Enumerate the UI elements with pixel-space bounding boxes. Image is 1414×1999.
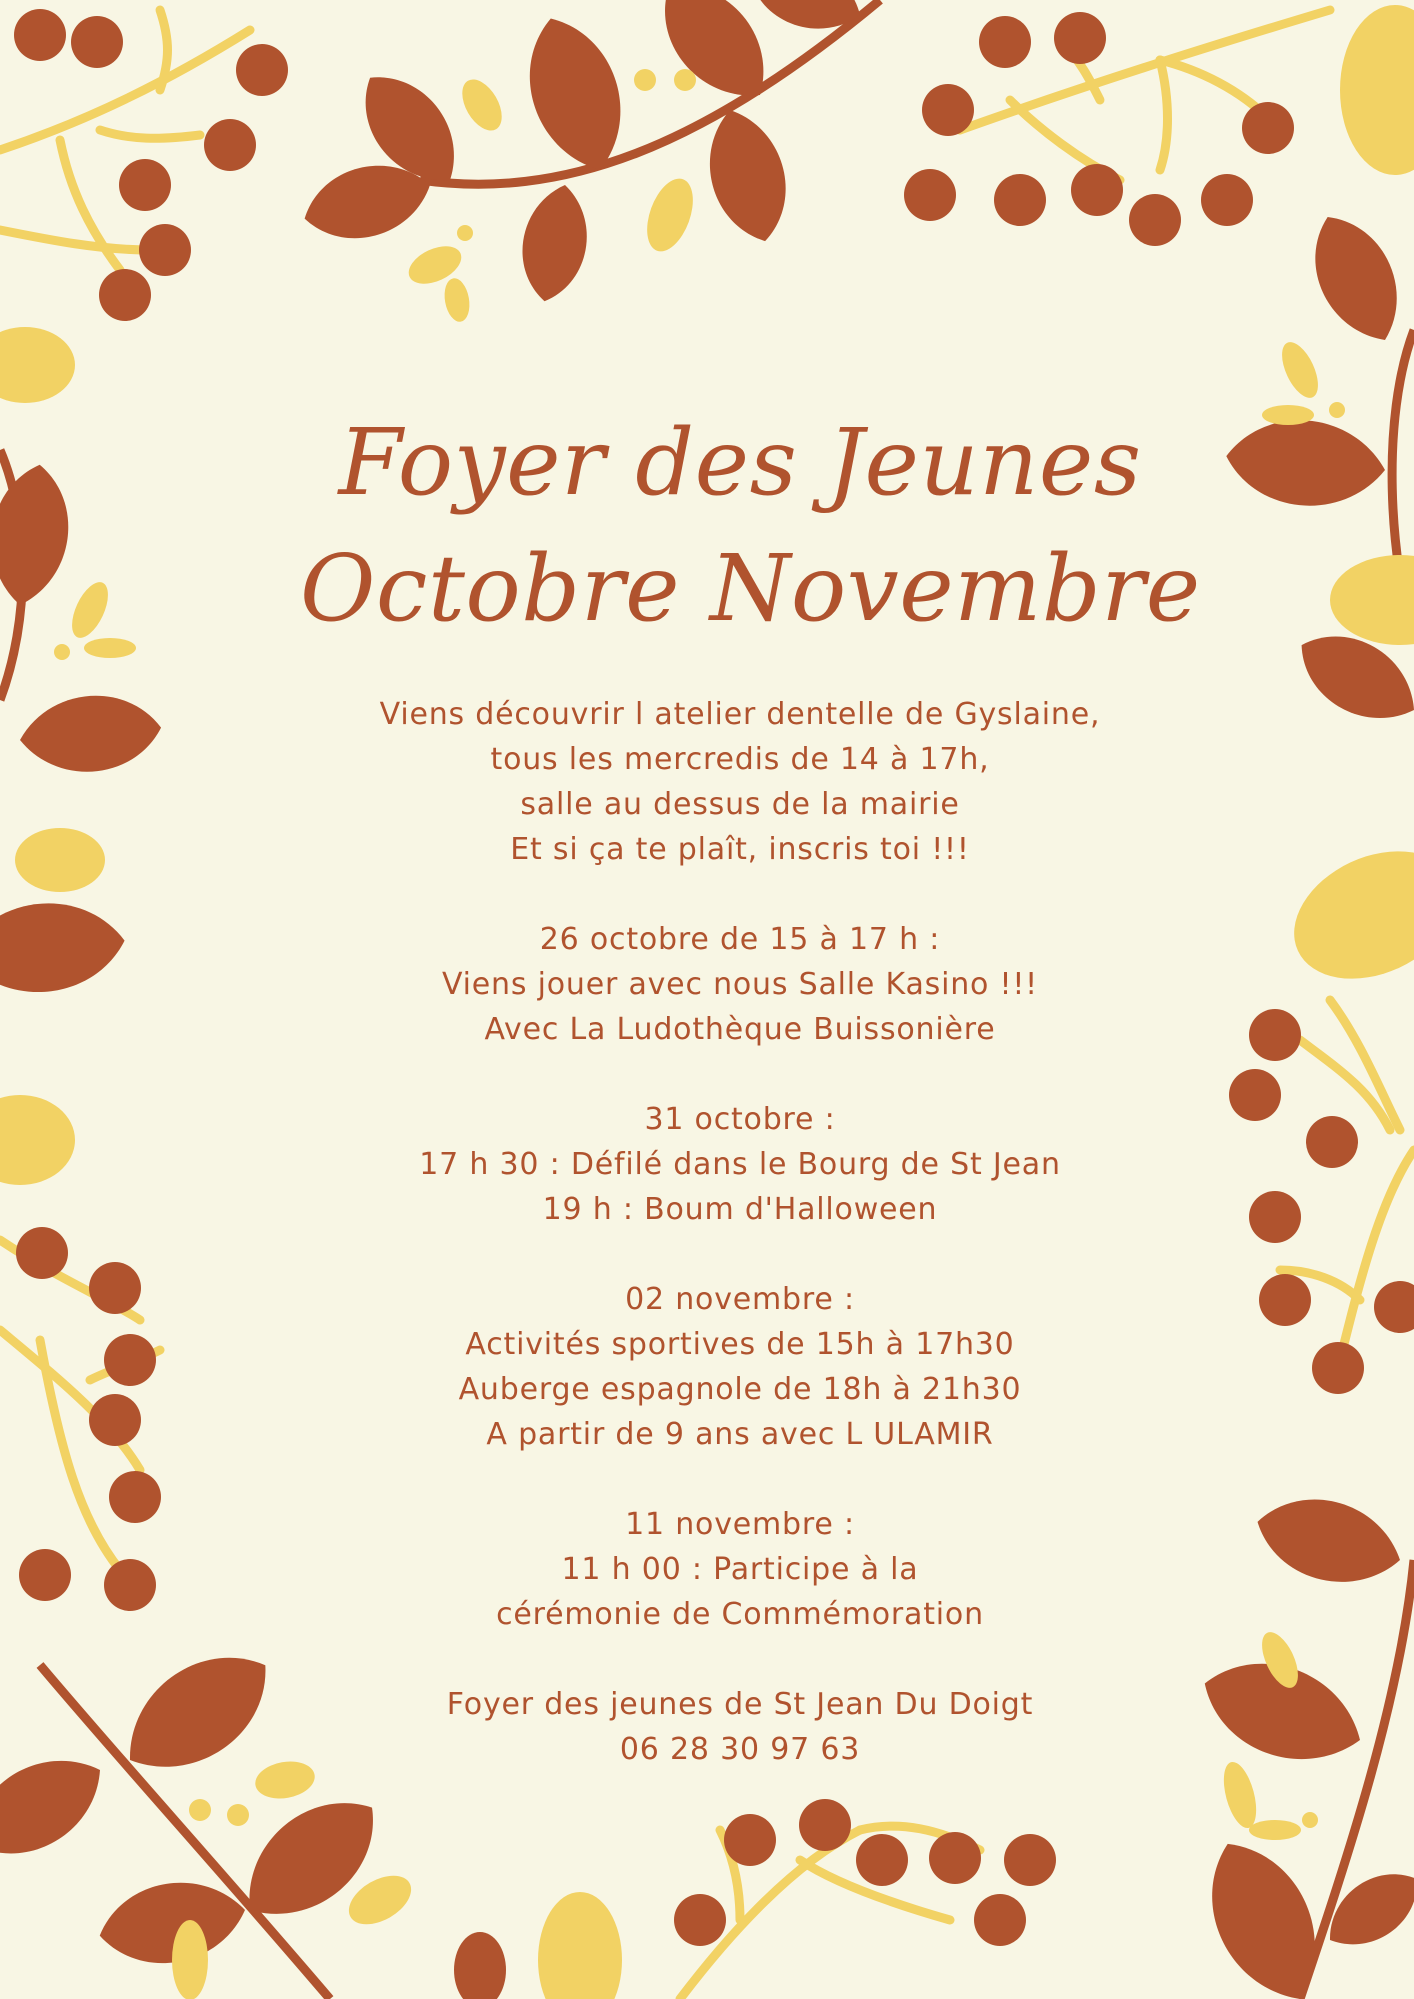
intro-line: salle au dessus de la mairie [520, 787, 960, 822]
event-block-oct-26 [300, 917, 1180, 1052]
event-date: 11 novembre : [625, 1507, 855, 1542]
poster-content [300, 400, 1201, 1772]
poster-title [300, 400, 1201, 652]
title-line-1: Foyer des Jeunes [338, 409, 1142, 516]
intro-line: tous les mercredis de 14 à 17h, [490, 742, 990, 777]
event-line: Auberge espagnole de 18h à 21h30 [458, 1372, 1022, 1407]
event-line: Viens jouer avec nous Salle Kasino !!! [441, 967, 1038, 1002]
berry-branch-right [1229, 1000, 1414, 1394]
title-line-2: Octobre Novembre [300, 535, 1201, 642]
intro-block [300, 692, 1180, 872]
contact-name: Foyer des jeunes de St Jean Du Doigt [446, 1687, 1034, 1722]
leaf-branch-bottom-right [1186, 1484, 1414, 1999]
event-line: 11 h 00 : Participe à la [561, 1552, 919, 1587]
leaf-branch-top [296, 0, 880, 307]
berry-branch-bottom [454, 1799, 1056, 1999]
yellow-drops-left [0, 577, 136, 1185]
event-line: A partir de 9 ans avec L ULAMIR [486, 1417, 994, 1452]
intro-line: Viens découvrir l atelier dentelle de Gyslaine, [379, 697, 1101, 732]
leaf-branch-right-upper [1223, 202, 1414, 740]
berry-branch-top-left [0, 9, 288, 403]
leaf-branch-left-upper [0, 450, 164, 999]
event-date: 26 octobre de 15 à 17 h : [539, 922, 941, 957]
intro-line: Et si ça te plaît, inscris toi !!! [510, 832, 970, 867]
event-block-nov-02 [300, 1277, 1180, 1457]
event-block-oct-31 [300, 1097, 1180, 1232]
poster-body [300, 692, 1180, 1772]
event-line: 19 h : Boum d'Halloween [542, 1192, 938, 1227]
event-line: Avec La Ludothèque Buissonière [484, 1012, 996, 1047]
event-line: cérémonie de Commémoration [496, 1597, 984, 1632]
event-line: Activités sportives de 15h à 17h30 [465, 1327, 1015, 1362]
event-block-nov-11 [300, 1502, 1180, 1637]
event-date: 02 novembre : [625, 1282, 855, 1317]
event-line: 17 h 30 : Défilé dans le Bourg de St Jean [419, 1147, 1061, 1182]
contact-block [300, 1682, 1180, 1772]
event-date: 31 octobre : [644, 1102, 836, 1137]
berry-branch-top-right [904, 5, 1414, 246]
berry-branch-left [0, 1227, 161, 1611]
contact-phone: 06 28 30 97 63 [619, 1732, 861, 1767]
